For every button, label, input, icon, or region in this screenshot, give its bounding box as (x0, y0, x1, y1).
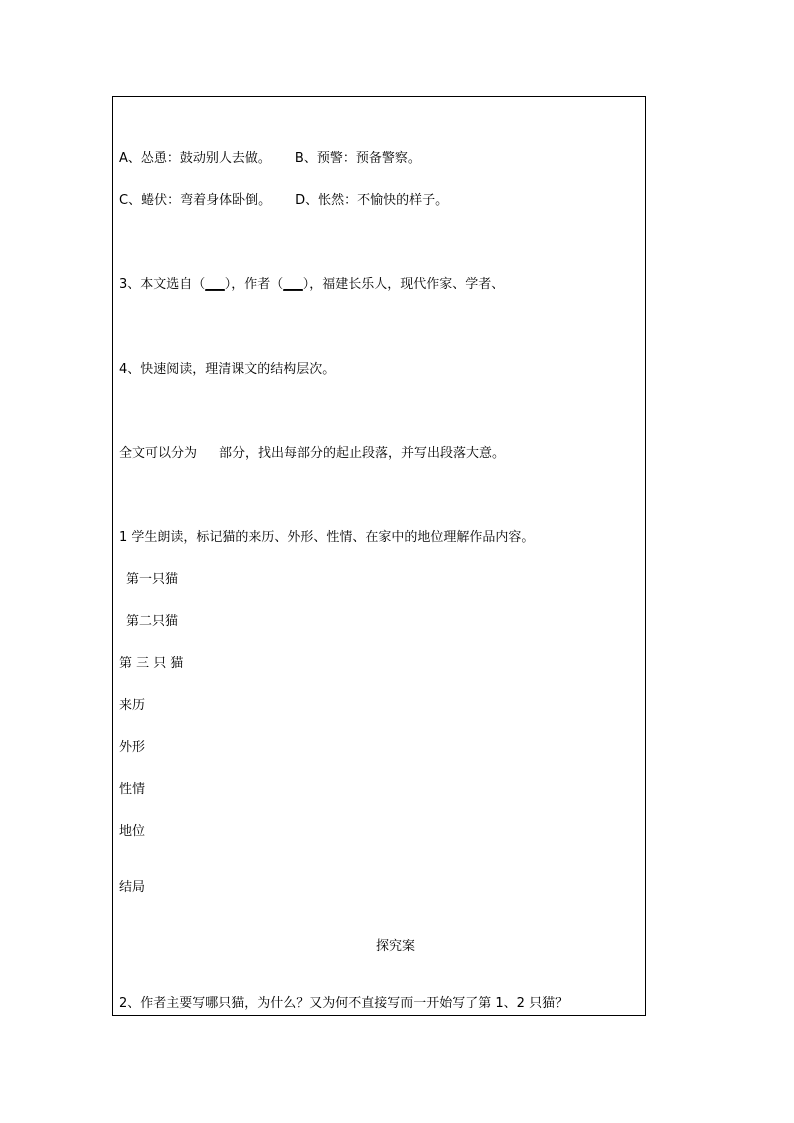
division-instruction: 全文可以分为 部分，找出每部分的起止段落，并写出段落大意。 (119, 446, 506, 461)
blank-author: ___ (283, 277, 303, 292)
attr-appearance: 外形 (119, 740, 146, 755)
option-d: D、怅然：不愉快的样子。 (295, 193, 449, 208)
task-1: 1 学生朗读，标记猫的来历、外形、性情、在家中的地位理解作品内容。 (119, 530, 535, 545)
option-c: C、蜷伏：弯着身体卧倒。 (119, 193, 272, 208)
question-2: 2、作者主要写哪只猫，为什么？又为何不直接写而一开始写了第 1、2 只猫？ (119, 996, 569, 1011)
attr-temperament: 性情 (119, 782, 146, 797)
blank-source: ___ (205, 277, 225, 292)
attr-ending: 结局 (119, 880, 146, 895)
attr-status: 地位 (119, 824, 146, 839)
section-title: 探究案 (376, 939, 416, 954)
option-b: B、预警：预备警察。 (294, 151, 421, 166)
question-4: 4、快速阅读，理清课文的结构层次。 (119, 362, 336, 377)
vocab-options-row-2 (119, 193, 448, 209)
question-3: 3、本文选自（___），作者（___），福建长乐人，现代作家、学者、 (119, 277, 505, 292)
cat-second: 第二只猫 (126, 614, 179, 629)
worksheet-table-border (112, 96, 646, 1016)
cat-first: 第一只猫 (126, 572, 179, 587)
cat-third: 第 三 只 猫 (119, 656, 184, 671)
option-a: A、怂恿：鼓动别人去做。 (119, 151, 271, 166)
vocab-options-row-1 (119, 151, 421, 167)
attr-origin: 来历 (119, 698, 146, 713)
